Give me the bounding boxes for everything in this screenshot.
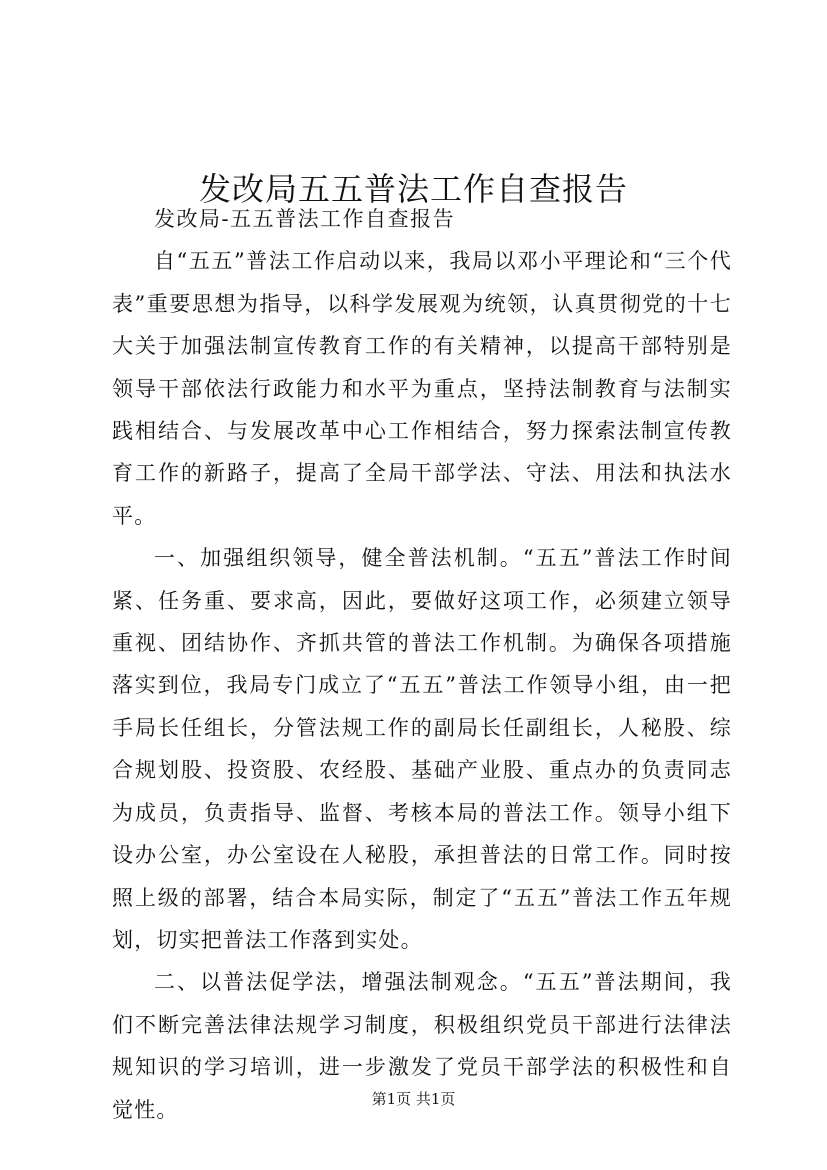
paragraph-section-2: 二、以普法促学法，增强法制观念。“五五”普法期间，我们不断完善法律法规学习制度，积极组织党员干部进行法律法规知识的学习培训，进一步激发了党员干部学法的积极性和自觉性。 <box>112 970 732 1122</box>
paragraph-intro: 自“五五”普法工作启动以来，我局以邓小平理论和“三个代表”重要思想为指导，以科学发展观为统领，认真贯彻党的十七大关于加强法制宣传教育工作的有关精神，以提高干部特别是领导干部依法行政能力和水平为重点，坚持法制教育与法制实践相结合、与发展改革中心工作相结合，努力探索法制宣传教育工作的新路子，提高了全局干部学法、守法、用法和执法水平。 <box>112 249 732 528</box>
document-title: 发改局五五普法工作自查报告 <box>198 170 628 209</box>
page-number-footer: 第1页 共1页 <box>371 1090 456 1108</box>
paragraph-section-1: 一、加强组织领导，健全普法机制。“五五”普法工作时间紧、任务重、要求高，因此，要做好这项工作，必须建立领导重视、团结协作、齐抓共管的普法工作机制。为确保各项措施落实到位，我局专门成立了“五五”普法工作领导小组，由一把手局长任组长，分管法规工作的副局长任副组长，人秘股、综合规划股、投资股、农经股、基础产业股、重点办的负责同志为成员，负责指导、监督、考核本局的普法工作。领导小组下设办公室，办公室设在人秘股，承担普法的日常工作。同时按照上级的部署，结合本局实际，制定了“五五”普法工作五年规划，切实把普法工作落到实处。 <box>112 546 732 952</box>
document-subtitle: 发改局-五五普法工作自查报告 <box>154 207 456 231</box>
document-body <box>112 198 732 1131</box>
